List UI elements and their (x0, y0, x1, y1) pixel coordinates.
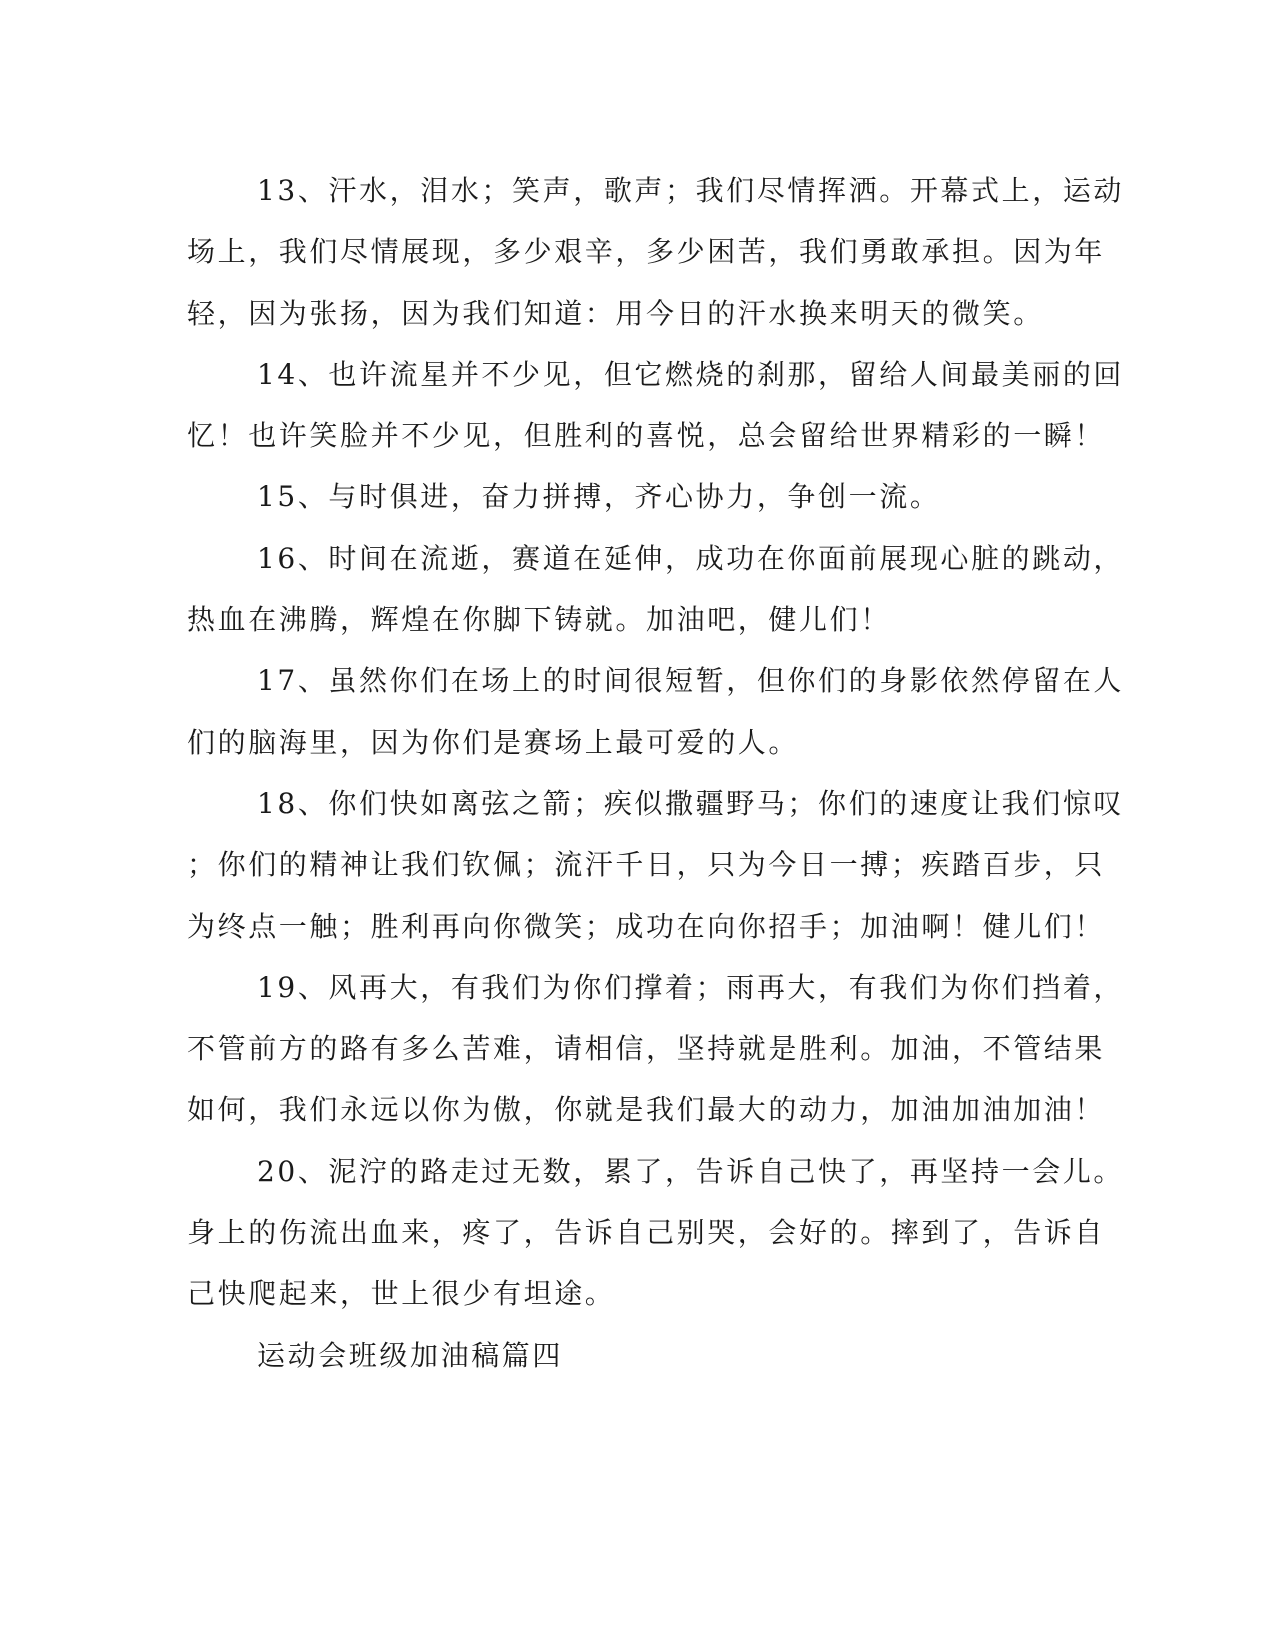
paragraph-14 (187, 344, 1125, 467)
paragraph-19 (187, 957, 1125, 1141)
paragraph-line: 16、时间在流逝，赛道在延伸，成功在你面前展现心脏的跳动， (257, 541, 1125, 575)
paragraph-line: 13、汗水，泪水；笑声，歌声；我们尽情挥洒。开幕式上，运动 (257, 174, 1125, 207)
paragraph-line: 17、虽然你们在场上的时间很短暂，但你们的身影依然停留在人 (257, 664, 1125, 698)
paragraph-line: 身上的伤流出血来，疼了，告诉自己别哭，会好的。摔到了，告诉自 (187, 1216, 1106, 1250)
section-heading (187, 1325, 1067, 1386)
paragraph-line: 场上，我们尽情展现，多少艰辛，多少困苦，我们勇敢承担。因为年 (187, 235, 1106, 269)
paragraph-16 (187, 528, 1125, 651)
paragraph-line: 轻，因为张扬，因为我们知道：用今日的汗水换来明天的微笑。 (187, 296, 1044, 330)
paragraph-17 (187, 650, 1125, 773)
paragraph-line: 不管前方的路有多么苦难，请相信，坚持就是胜利。加油，不管结果 (187, 1032, 1106, 1066)
paragraph-line: 忆！也许笑脸并不少见，但胜利的喜悦，总会留给世界精彩的一瞬！ (187, 419, 1106, 453)
paragraph-line: 14、也许流星并不少见，但它燃烧的刹那，留给人间最美丽的回 (257, 357, 1125, 391)
paragraph-13 (187, 160, 1125, 344)
paragraph-line: 如何，我们永远以你为傲，你就是我们最大的动力，加油加油加油！ (187, 1093, 1106, 1127)
paragraph-18 (187, 773, 1125, 957)
paragraph-15 (187, 466, 1067, 527)
paragraph-line: 18、你们快如离弦之箭；疾似撒疆野马；你们的速度让我们惊叹 (257, 786, 1125, 820)
paragraph-line: 己快爬起来，世上很少有坦途。 (187, 1277, 616, 1311)
paragraph-20 (187, 1141, 1125, 1325)
section-heading-text: 运动会班级加油稿篇四 (257, 1338, 564, 1372)
paragraph-line: 为终点一触；胜利再向你微笑；成功在向你招手；加油啊！健儿们！ (187, 909, 1106, 943)
paragraph-line: 们的脑海里，因为你们是赛场上最可爱的人。 (187, 725, 800, 759)
paragraph-line: 热血在沸腾，辉煌在你脚下铸就。加油吧，健儿们！ (187, 603, 891, 637)
document-body (187, 160, 1125, 1386)
paragraph-line: 19、风再大，有我们为你们撑着；雨再大，有我们为你们挡着， (257, 970, 1125, 1004)
paragraph-line: 20、泥泞的路走过无数，累了，告诉自己快了，再坚持一会儿。 (257, 1154, 1125, 1188)
paragraph-line: ；你们的精神让我们钦佩；流汗千日，只为今日一搏；疾踏百步，只 (187, 848, 1106, 882)
paragraph-line: 15、与时俱进，奋力拼搏，齐心协力，争创一流。 (257, 480, 941, 514)
